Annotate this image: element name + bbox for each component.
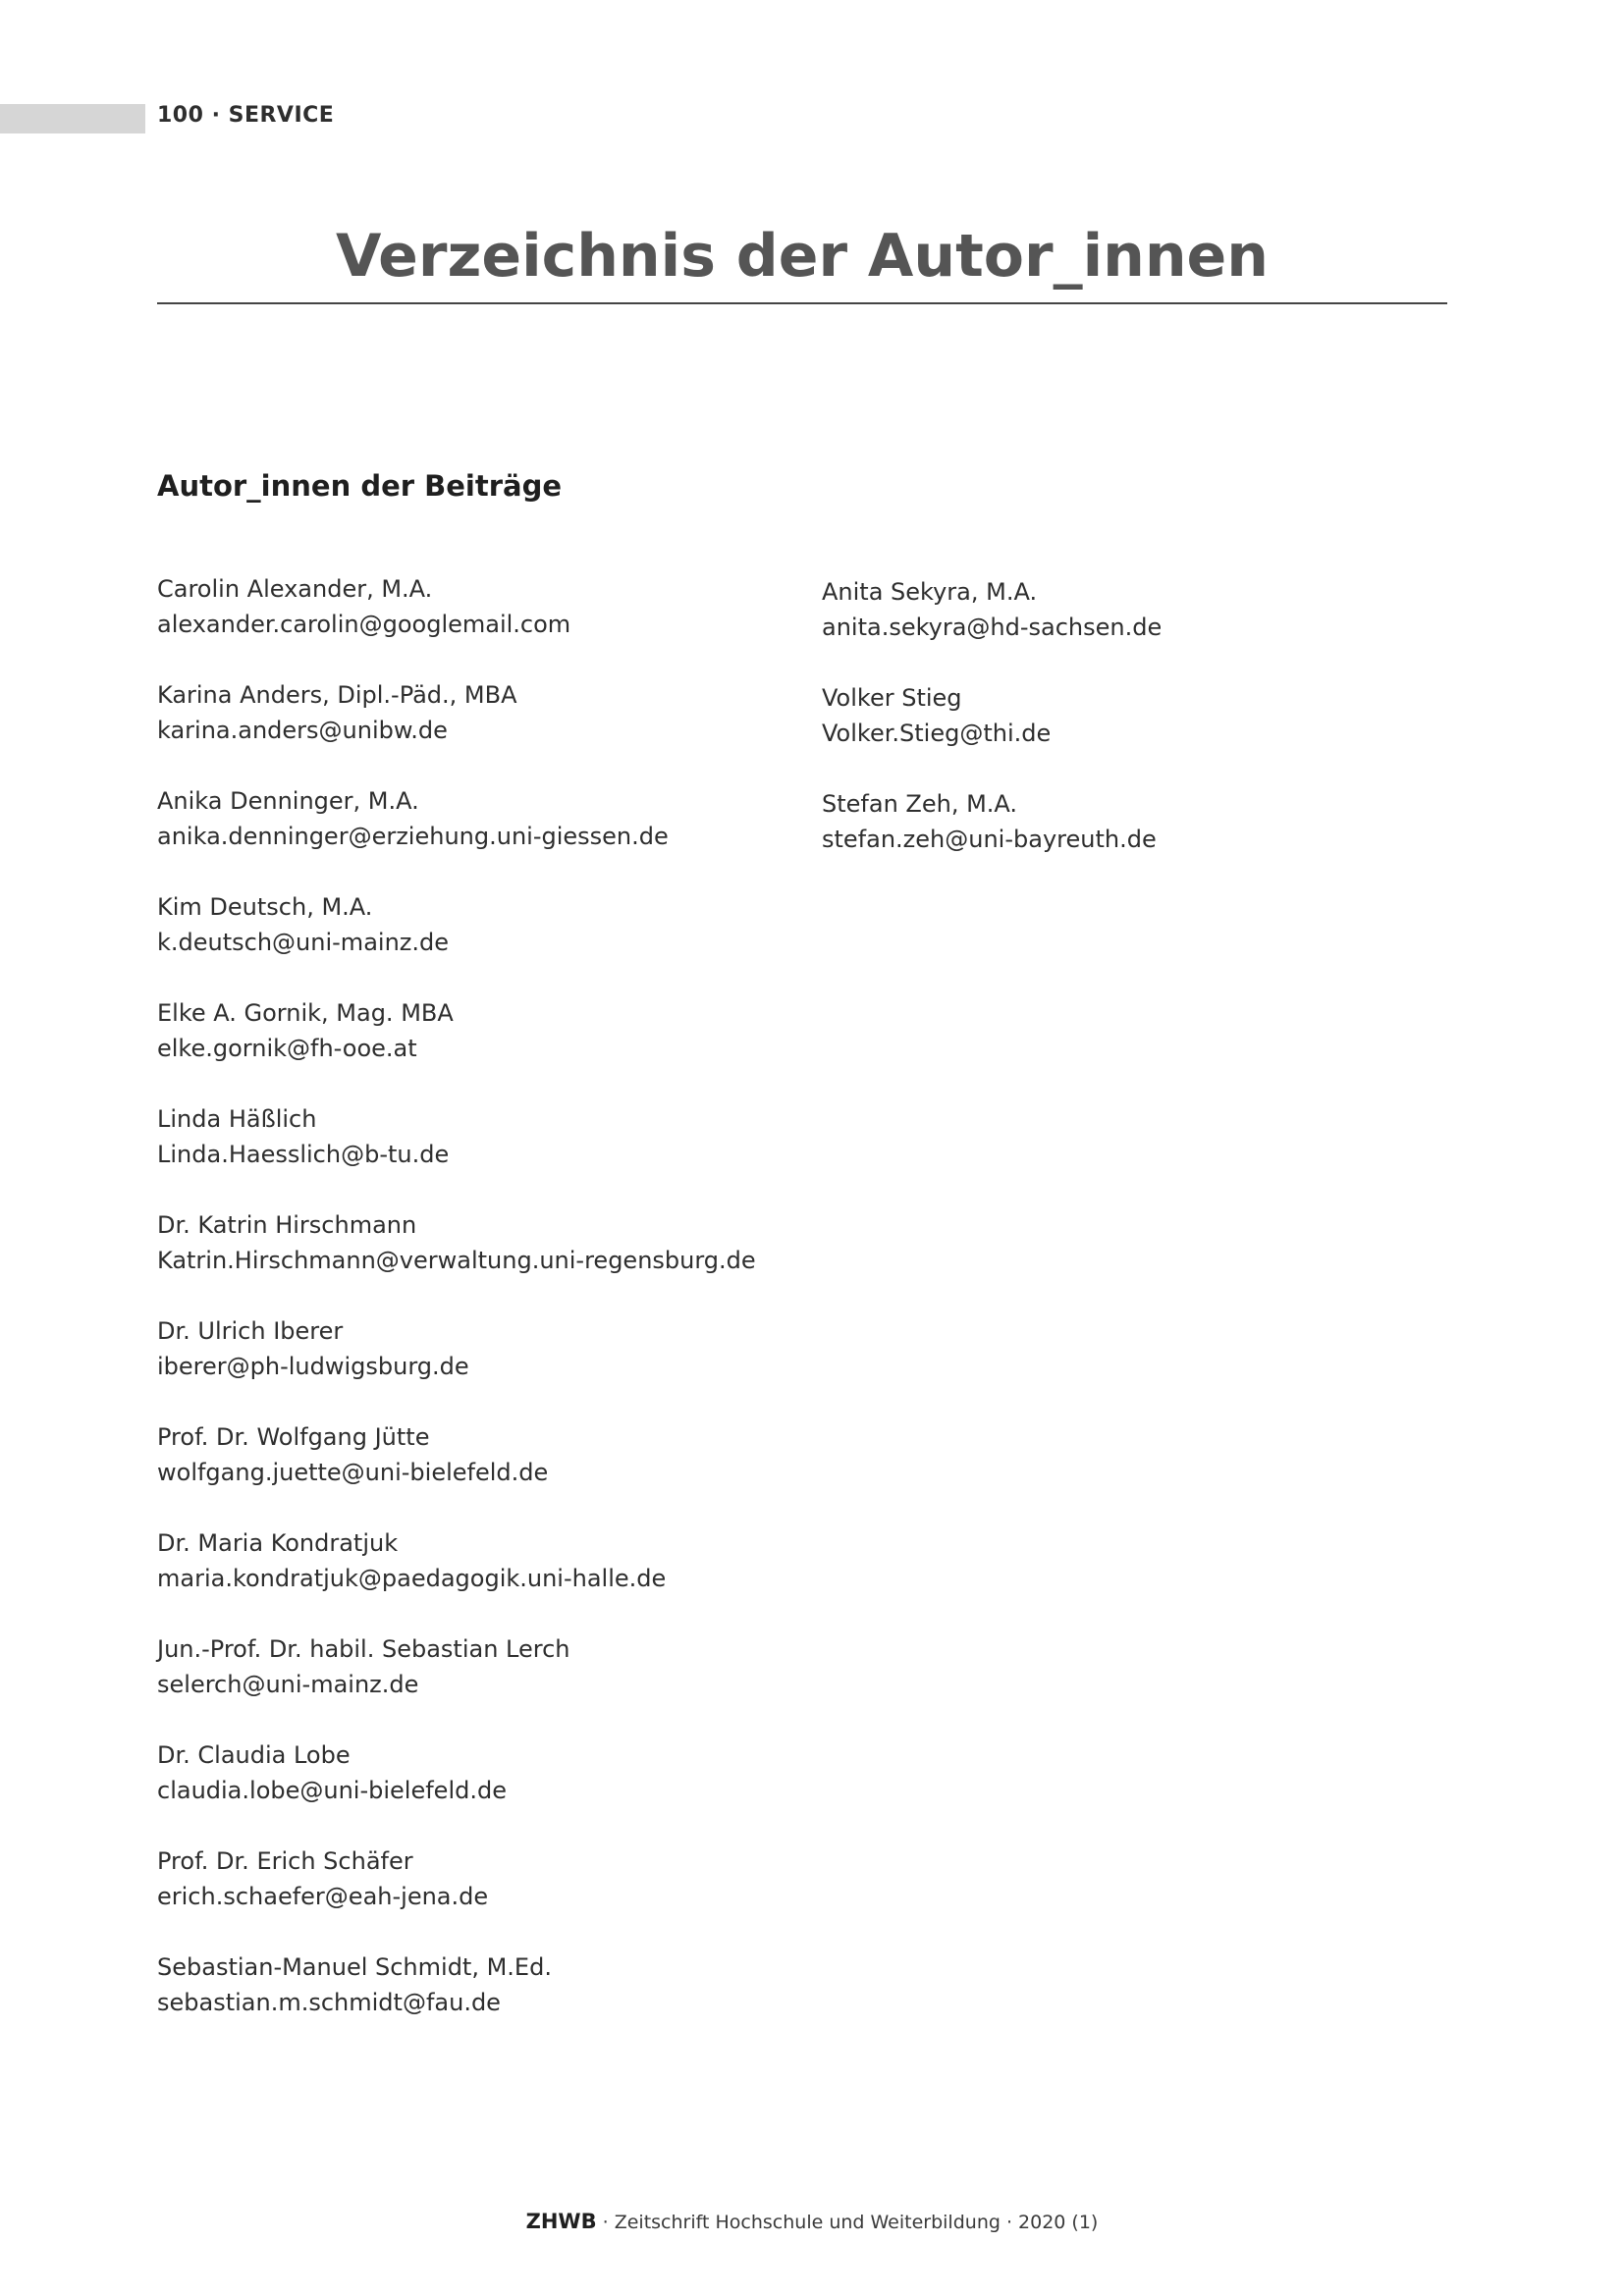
author-email: claudia.lobe@uni-bielefeld.de <box>157 1777 507 1804</box>
author-name: Carolin Alexander, M.A. <box>157 575 433 603</box>
author-name: Linda Häßlich <box>157 1105 317 1133</box>
footer-text: · Zeitschrift Hochschule und Weiterbildung · 2020 (1) <box>596 2212 1099 2233</box>
author-email: anita.sekyra@hd-sachsen.de <box>822 614 1163 641</box>
author-email: selerch@uni-mainz.de <box>157 1671 419 1698</box>
author-name: Dr. Claudia Lobe <box>157 1741 351 1769</box>
author-entry <box>157 783 756 889</box>
author-name: Dr. Katrin Hirschmann <box>157 1211 417 1239</box>
author-entry <box>157 1631 756 1737</box>
author-entry <box>157 1949 756 2056</box>
author-entry <box>822 786 1162 892</box>
author-email: wolfgang.juette@uni-bielefeld.de <box>157 1459 549 1486</box>
author-entry <box>157 995 756 1101</box>
author-list-right <box>822 574 1162 892</box>
author-entry <box>157 1207 756 1313</box>
author-email: Linda.Haesslich@b-tu.de <box>157 1141 450 1168</box>
author-name: Volker Stieg <box>822 684 962 712</box>
author-name: Karina Anders, Dipl.-Päd., MBA <box>157 681 517 709</box>
running-head: 100 · SERVICE <box>157 103 335 128</box>
author-name: Elke A. Gornik, Mag. MBA <box>157 999 454 1027</box>
author-entry <box>157 1737 756 1843</box>
author-entry <box>157 1313 756 1419</box>
author-entry <box>157 889 756 995</box>
author-name: Anika Denninger, M.A. <box>157 787 419 815</box>
author-name: Kim Deutsch, M.A. <box>157 893 373 921</box>
author-email: stefan.zeh@uni-bayreuth.de <box>822 826 1157 853</box>
author-email: erich.schaefer@eah-jena.de <box>157 1883 489 1910</box>
author-email: Katrin.Hirschmann@verwaltung.uni-regensburg.de <box>157 1247 756 1274</box>
author-name: Sebastian-Manuel Schmidt, M.Ed. <box>157 1953 552 1981</box>
author-email: Volker.Stieg@thi.de <box>822 720 1052 747</box>
author-entry <box>157 677 756 783</box>
author-email: k.deutsch@uni-mainz.de <box>157 929 449 956</box>
page-footer <box>0 2210 1624 2233</box>
page-title: Verzeichnis der Autor_innen <box>336 222 1269 291</box>
author-email: maria.kondratjuk@paedagogik.uni-halle.de <box>157 1565 667 1592</box>
author-email: sebastian.m.schmidt@fau.de <box>157 1989 501 2016</box>
author-name: Stefan Zeh, M.A. <box>822 790 1018 818</box>
author-email: karina.anders@unibw.de <box>157 717 448 744</box>
author-entry <box>157 1525 756 1631</box>
author-name: Prof. Dr. Erich Schäfer <box>157 1847 413 1875</box>
author-entry <box>157 1419 756 1525</box>
author-email: alexander.carolin@googlemail.com <box>157 611 571 638</box>
author-name: Dr. Ulrich Iberer <box>157 1317 344 1345</box>
author-list-left <box>157 571 756 2056</box>
header-bar <box>0 104 145 133</box>
author-name: Dr. Maria Kondratjuk <box>157 1529 399 1557</box>
title-rule <box>157 302 1447 304</box>
author-entry <box>157 571 756 677</box>
author-name: Jun.-Prof. Dr. habil. Sebastian Lerch <box>157 1635 570 1663</box>
footer-brand: ZHWB <box>525 2210 597 2233</box>
author-name: Prof. Dr. Wolfgang Jütte <box>157 1423 430 1451</box>
author-name: Anita Sekyra, M.A. <box>822 578 1038 606</box>
author-entry <box>157 1101 756 1207</box>
author-entry <box>157 1843 756 1949</box>
author-email: iberer@ph-ludwigsburg.de <box>157 1353 469 1380</box>
author-email: anika.denninger@erziehung.uni-giessen.de <box>157 823 669 850</box>
author-entry <box>822 680 1162 786</box>
author-entry <box>822 574 1162 680</box>
author-email: elke.gornik@fh-ooe.at <box>157 1035 417 1062</box>
section-heading: Autor_innen der Beiträge <box>157 469 563 503</box>
